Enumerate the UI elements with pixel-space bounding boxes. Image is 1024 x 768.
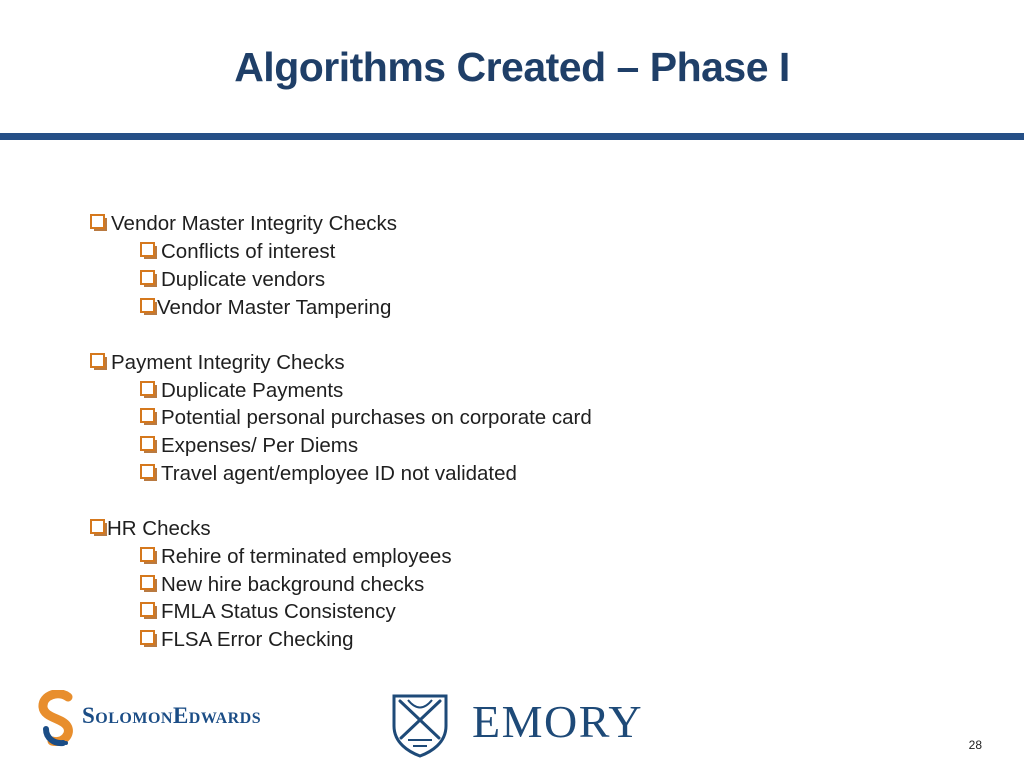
- sub-bullet-label: FLSA Error Checking: [161, 628, 354, 651]
- emory-wordmark: EMORY: [472, 696, 644, 747]
- bullet-group-payment-integrity: [90, 351, 345, 375]
- bullet-group-vendor-master: [90, 212, 397, 236]
- sub-bullet-label: FMLA Status Consistency: [161, 600, 396, 623]
- checkbox-bullet-icon: [140, 298, 155, 313]
- checkbox-bullet-icon: [140, 270, 155, 285]
- emory-logo: [390, 692, 644, 758]
- sub-bullet-label: Rehire of terminated employees: [161, 545, 452, 568]
- bullet-label: Vendor Master Integrity Checks: [111, 212, 397, 235]
- bullet-label: HR Checks: [107, 517, 211, 540]
- sub-bullet-item: [140, 296, 391, 320]
- checkbox-bullet-icon: [90, 353, 105, 368]
- sub-bullet-item: [140, 600, 396, 624]
- sub-bullet-item: [140, 573, 424, 597]
- checkbox-bullet-icon: [140, 630, 155, 645]
- bullet-group-hr-checks: [90, 517, 211, 541]
- solomon-s-mark-icon: [34, 690, 82, 748]
- solomon-edwards-logo: [34, 690, 294, 748]
- checkbox-bullet-icon: [140, 575, 155, 590]
- sub-bullet-label: New hire background checks: [161, 573, 425, 596]
- checkbox-bullet-icon: [140, 408, 155, 423]
- checkbox-bullet-icon: [140, 602, 155, 617]
- checkbox-bullet-icon: [140, 464, 155, 479]
- sub-bullet-label: Conflicts of interest: [161, 240, 336, 263]
- sub-bullet-label: Duplicate Payments: [161, 379, 344, 402]
- solomon-edwards-wordmark: SolomonEdwards: [82, 703, 262, 728]
- page-number: 28: [968, 738, 982, 752]
- checkbox-bullet-icon: [140, 547, 155, 562]
- sub-bullet-item: [140, 240, 335, 264]
- slide-title: Algorithms Created – Phase I: [234, 44, 790, 90]
- sub-bullet-item: [140, 406, 592, 430]
- sub-bullet-label: Expenses/ Per Diems: [161, 434, 359, 457]
- sub-bullet-label: Duplicate vendors: [161, 268, 326, 291]
- sub-bullet-label: Potential personal purchases on corporate card: [161, 406, 592, 429]
- sub-bullet-item: [140, 268, 325, 292]
- bullet-label: Payment Integrity Checks: [111, 351, 345, 374]
- checkbox-bullet-icon: [90, 214, 105, 229]
- sub-bullet-item: [140, 462, 517, 486]
- sub-bullet-label: Travel agent/employee ID not validated: [161, 462, 517, 485]
- checkbox-bullet-icon: [90, 519, 105, 534]
- sub-bullet-item: [140, 379, 343, 403]
- sub-bullet-item: [140, 434, 358, 458]
- checkbox-bullet-icon: [140, 242, 155, 257]
- sub-bullet-item: [140, 628, 354, 652]
- sub-bullet-item: [140, 545, 452, 569]
- emory-shield-icon: [390, 692, 450, 758]
- sub-bullet-label: Vendor Master Tampering: [157, 296, 392, 319]
- checkbox-bullet-icon: [140, 436, 155, 451]
- checkbox-bullet-icon: [140, 381, 155, 396]
